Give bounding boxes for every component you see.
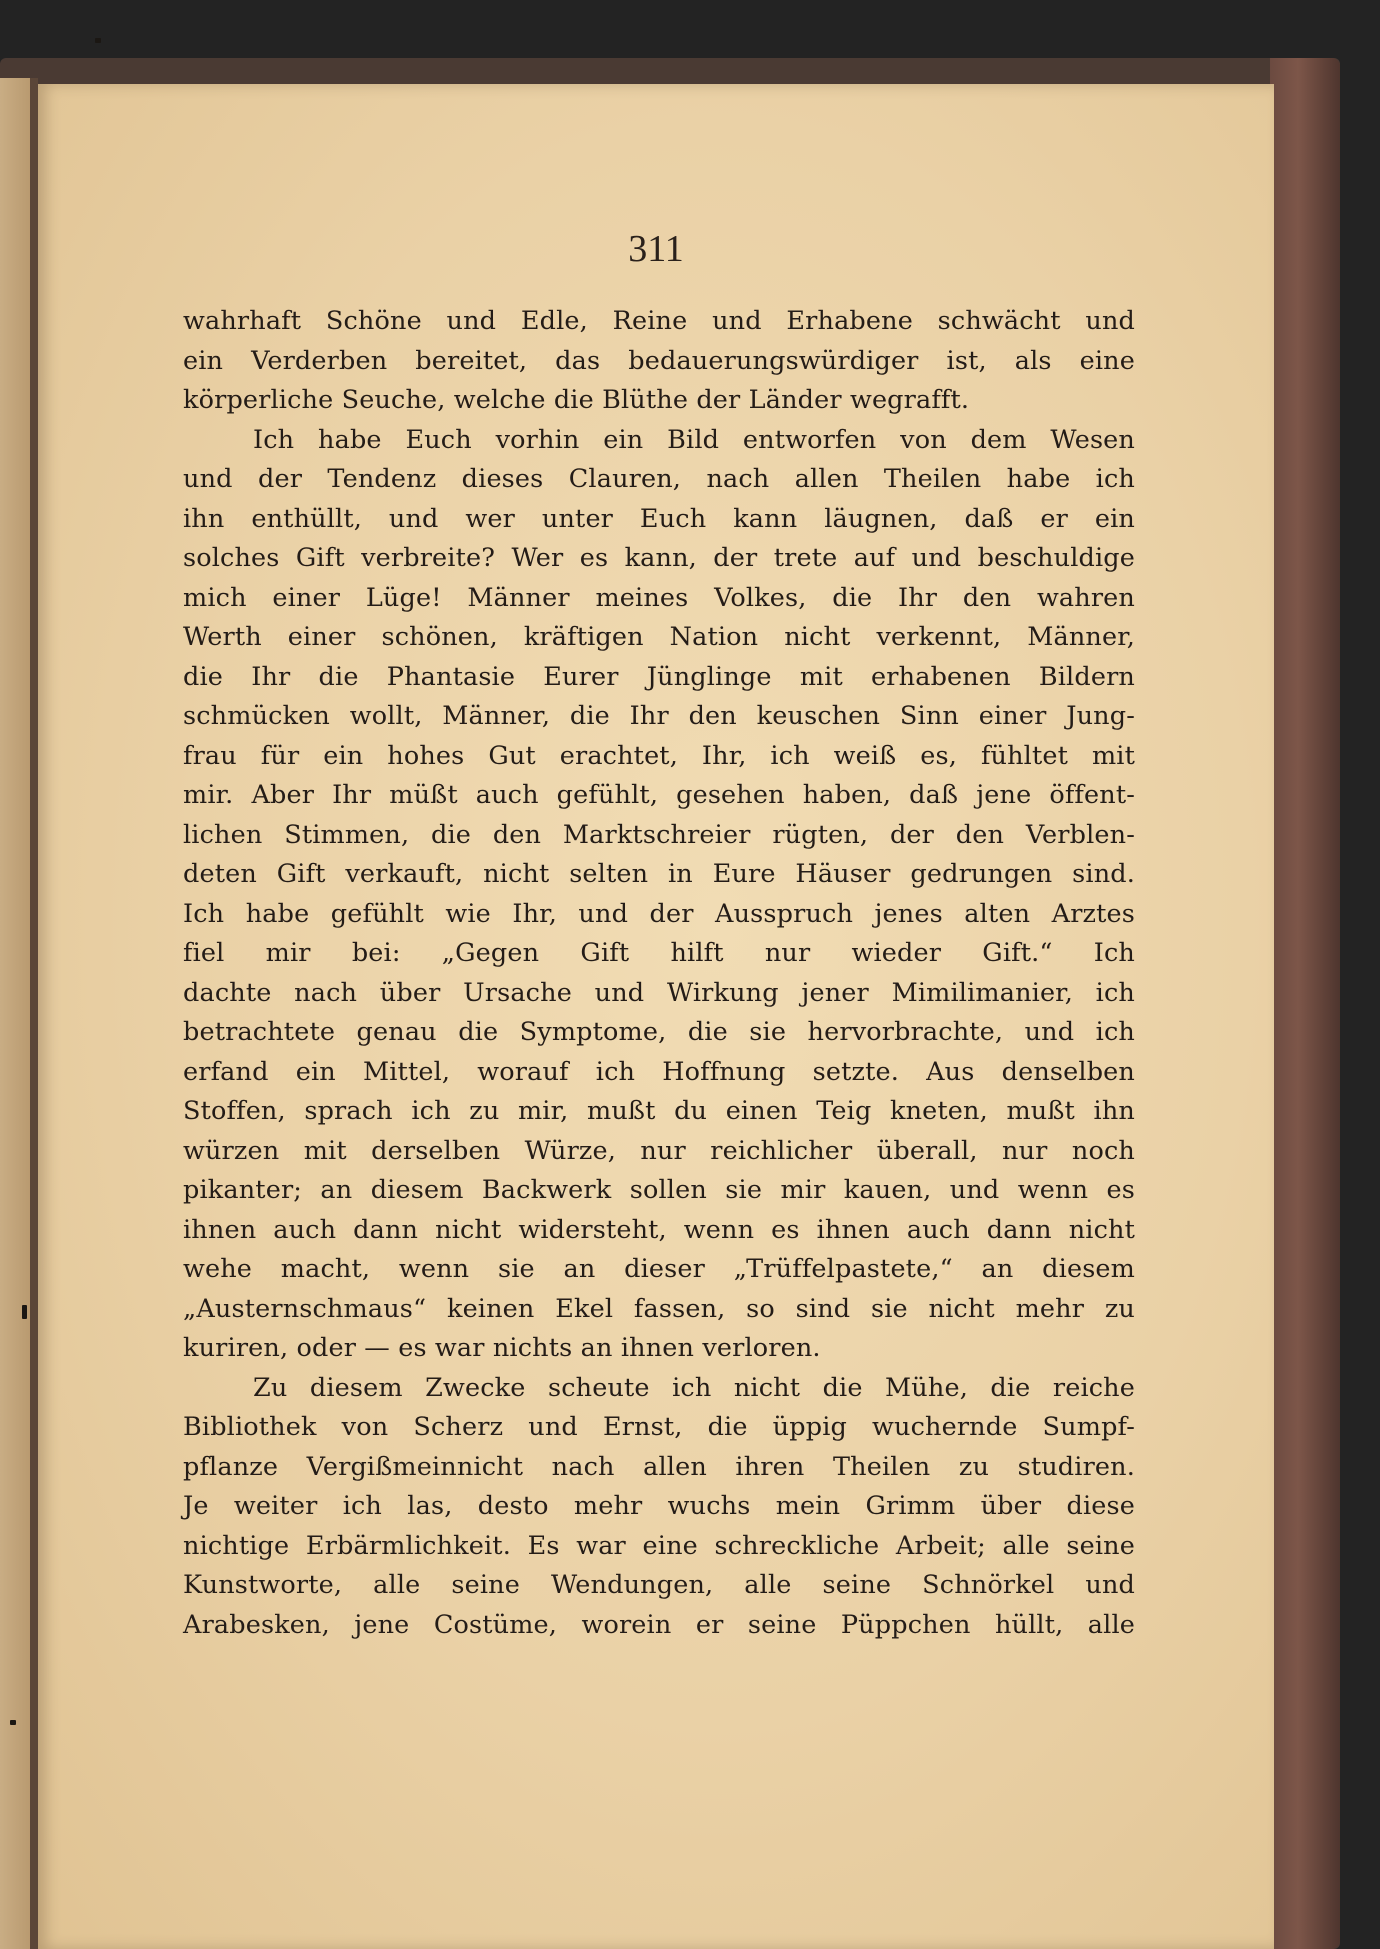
text-line: pflanze Vergißmeinnicht nach allen ihren Theilen zu studiren. [183, 1451, 1135, 1482]
text-line: mir. Aber Ihr müßt auch gefühlt, gesehen haben, daß jene öffent- [183, 780, 1135, 810]
text-line: fiel mir bei: „Gegen Gift hilft nur wieder Gift.“ Ich [183, 938, 1135, 968]
text-line: „Austernschmaus“ keinen Ekel fassen, so sind sie nicht mehr zu [183, 1293, 1135, 1324]
text-line: würzen mit derselben Würze, nur reichlicher überall, nur noch [183, 1135, 1135, 1166]
text-line: deten Gift verkauft, nicht selten in Eure Häuser gedrungen sind. [183, 859, 1135, 889]
text-line: körperliche Seuche, welche die Blüthe der Länder wegrafft. [183, 385, 970, 415]
text-line: Werth einer schönen, kräftigen Nation nicht verkennt, Männer, [183, 622, 1135, 652]
text-line: frau für ein hohes Gut erachtet, Ihr, ich weiß es, fühltet mit [183, 740, 1135, 771]
dust-speck [22, 1305, 27, 1319]
text-line: schmücken wollt, Männer, die Ihr den keuschen Sinn einer Jung- [183, 701, 1135, 731]
text-line: pikanter; an diesem Backwerk sollen sie mir kauen, und wenn es [183, 1175, 1135, 1205]
text-line: wahrhaft Schöne und Edle, Reine und Erhabene schwächt und [183, 306, 1135, 336]
text-line: Stoffen, sprach ich zu mir, mußt du einen Teig kneten, mußt ihn [183, 1096, 1135, 1126]
text-line: erfand ein Mittel, worauf ich Hoffnung setzte. Aus denselben [183, 1056, 1135, 1087]
text-line: Bibliothek von Scherz und Ernst, die üppig wuchernde Sumpf- [183, 1412, 1135, 1442]
text-line: wehe macht, wenn sie an dieser „Trüffelpastete,“ an diesem [183, 1254, 1135, 1284]
text-line: mich einer Lüge! Männer meines Volkes, die Ihr den wahren [183, 582, 1135, 613]
text-line: Arabesken, jene Costüme, worein er seine Püppchen hüllt, alle [183, 1609, 1135, 1640]
book-page [38, 84, 1274, 1949]
previous-page-edge [0, 78, 30, 1949]
dust-speck [95, 38, 101, 43]
body-text [183, 302, 1135, 1645]
text-line: betrachtete genau die Symptome, die sie hervorbrachte, und ich [183, 1017, 1135, 1047]
page-number: 311 [628, 228, 684, 270]
cover-edge [1270, 58, 1340, 1949]
text-line: ein Verderben bereitet, das bedauerungswürdiger ist, als eine [183, 345, 1135, 376]
text-line: ihnen auch dann nicht widersteht, wenn es ihnen auch dann nicht [183, 1214, 1135, 1245]
text-line: Ich habe Euch vorhin ein Bild entworfen von dem Wesen [253, 424, 1135, 455]
text-line: kuriren, oder — es war nichts an ihnen verloren. [183, 1333, 821, 1363]
text-line: ihn enthüllt, und wer unter Euch kann läugnen, daß er ein [183, 503, 1135, 534]
text-line: dachte nach über Ursache und Wirkung jener Mimilimanier, ich [183, 977, 1135, 1008]
dust-speck [10, 1720, 16, 1725]
text-line: lichen Stimmen, die den Marktschreier rügten, der den Verblen- [183, 819, 1135, 850]
text-line: Ich habe gefühlt wie Ihr, und der Ausspruch jenes alten Arztes [183, 898, 1135, 929]
binding-gutter [30, 78, 38, 1949]
text-line: die Ihr die Phantasie Eurer Jünglinge mit erhabenen Bildern [183, 661, 1135, 692]
text-line: und der Tendenz dieses Clauren, nach allen Theilen habe ich [183, 464, 1135, 494]
text-line: nichtige Erbärmlichkeit. Es war eine schreckliche Arbeit; alle seine [183, 1530, 1135, 1561]
text-line: Je weiter ich las, desto mehr wuchs mein Grimm über diese [183, 1491, 1135, 1521]
text-line: Kunstworte, alle seine Wendungen, alle seine Schnörkel und [183, 1570, 1135, 1600]
text-line: solches Gift verbreite? Wer es kann, der trete auf und beschuldige [183, 543, 1135, 573]
text-line: Zu diesem Zwecke scheute ich nicht die Mühe, die reiche [253, 1372, 1135, 1403]
